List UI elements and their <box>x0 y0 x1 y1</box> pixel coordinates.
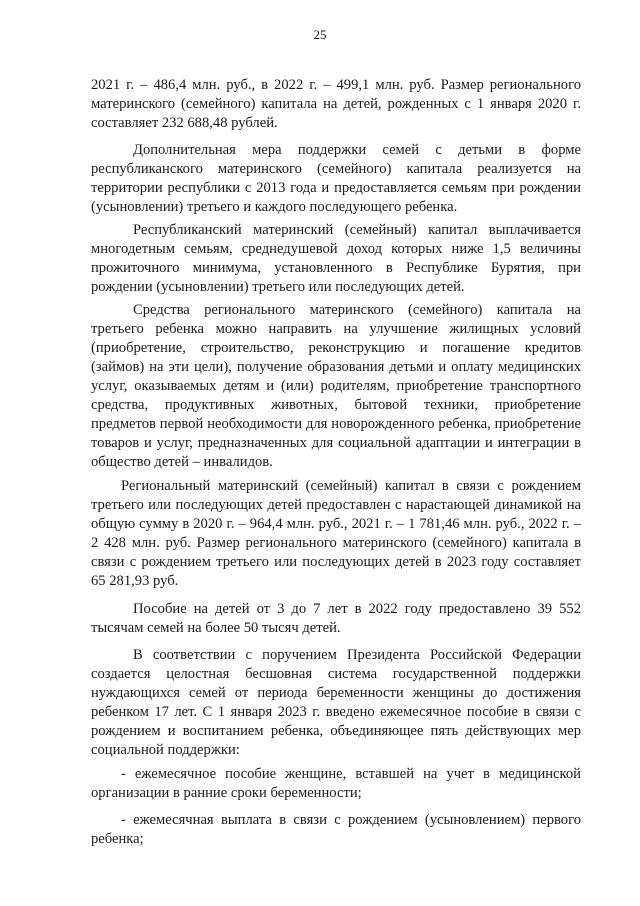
list-item-pregnancy-allowance: - ежемесячное пособие женщине, вставшей на учет в медицинской организации в ранние сроки беременности; <box>91 766 581 801</box>
paragraph-republican-capital: Республиканский материнский (семейный) капитал выплачивается многодетным семьям, среднедушевой доход которых ниже 1,5 величины прожиточного минимума, установленного в Республике Бурятия, при рождении (усыновлении) третьего или последующих детей. <box>91 222 581 295</box>
paragraph-president-instruction: В соответствии с поручением Президента Российской Федерации создается целостная бесшовная система государственной поддержки нуждающихся семей от периода беременности женщины до достижения ребенком 17 лет. С 1 января 2023 г. введено ежемесячное пособие в связи с рождением и воспитанием ребенка, объединяющее пять действующих мер социальной поддержки: <box>91 647 581 758</box>
paragraph-child-allowance: Пособие на детей от 3 до 7 лет в 2022 году предоставлено 39 552 тысячам семей на более 50 тысяч детей. <box>91 601 581 636</box>
paragraph-capital-dynamics: Региональный материнский (семейный) капитал в связи с рождением третьего или последующих детей предоставлен с нарастающей динамикой на общую сумму в 2020 г. – 964,4 млн. руб., 2021 г. – 1 781,46 млн. руб., 2022 г. – 2 428 млн. руб. Размер регионального материнского (семейного) капитала в связи с рождением третьего или последующих детей в 2023 году составляет 65 281,93 руб. <box>91 478 581 589</box>
page-number: 25 <box>313 27 327 42</box>
list-item-first-child-payment: - ежемесячная выплата в связи с рождением (усыновлением) первого ребенка; <box>91 812 581 847</box>
paragraph-additional-support: Дополнительная мера поддержки семей с детьми в форме республиканского материнского (семейного) капитала реализуется на территории республики с 2013 года и предоставляется семьям при рождении (усыновлении) третьего и каждого последующего ребенка. <box>91 142 581 215</box>
paragraph-capital-usage: Средства регионального материнского (семейного) капитала на третьего ребенка можно направить на улучшение жилищных условий (приобретение, строительство, реконструкцию и погашение кредитов (займов) на эти цели), получение образования детьми и оплату медицинских услуг, оказываемых детям и (или) родителям, приобретение транспортного средства, продуктивных животных, бытовой техники, приобретение предметов первой необходимости для новорожденного ребенка, приобретение товаров и услуг, предназначенных для социальной адаптации и интеграции в общество детей – инвалидов. <box>91 302 581 470</box>
paragraph-regional-capital-amounts: 2021 г. – 486,4 млн. руб., в 2022 г. – 499,1 млн. руб. Размер регионального материнского (семейного) капитала на детей, рожденных с 1 января 2020 г. составляет 232 688,48 рублей. <box>91 77 581 131</box>
